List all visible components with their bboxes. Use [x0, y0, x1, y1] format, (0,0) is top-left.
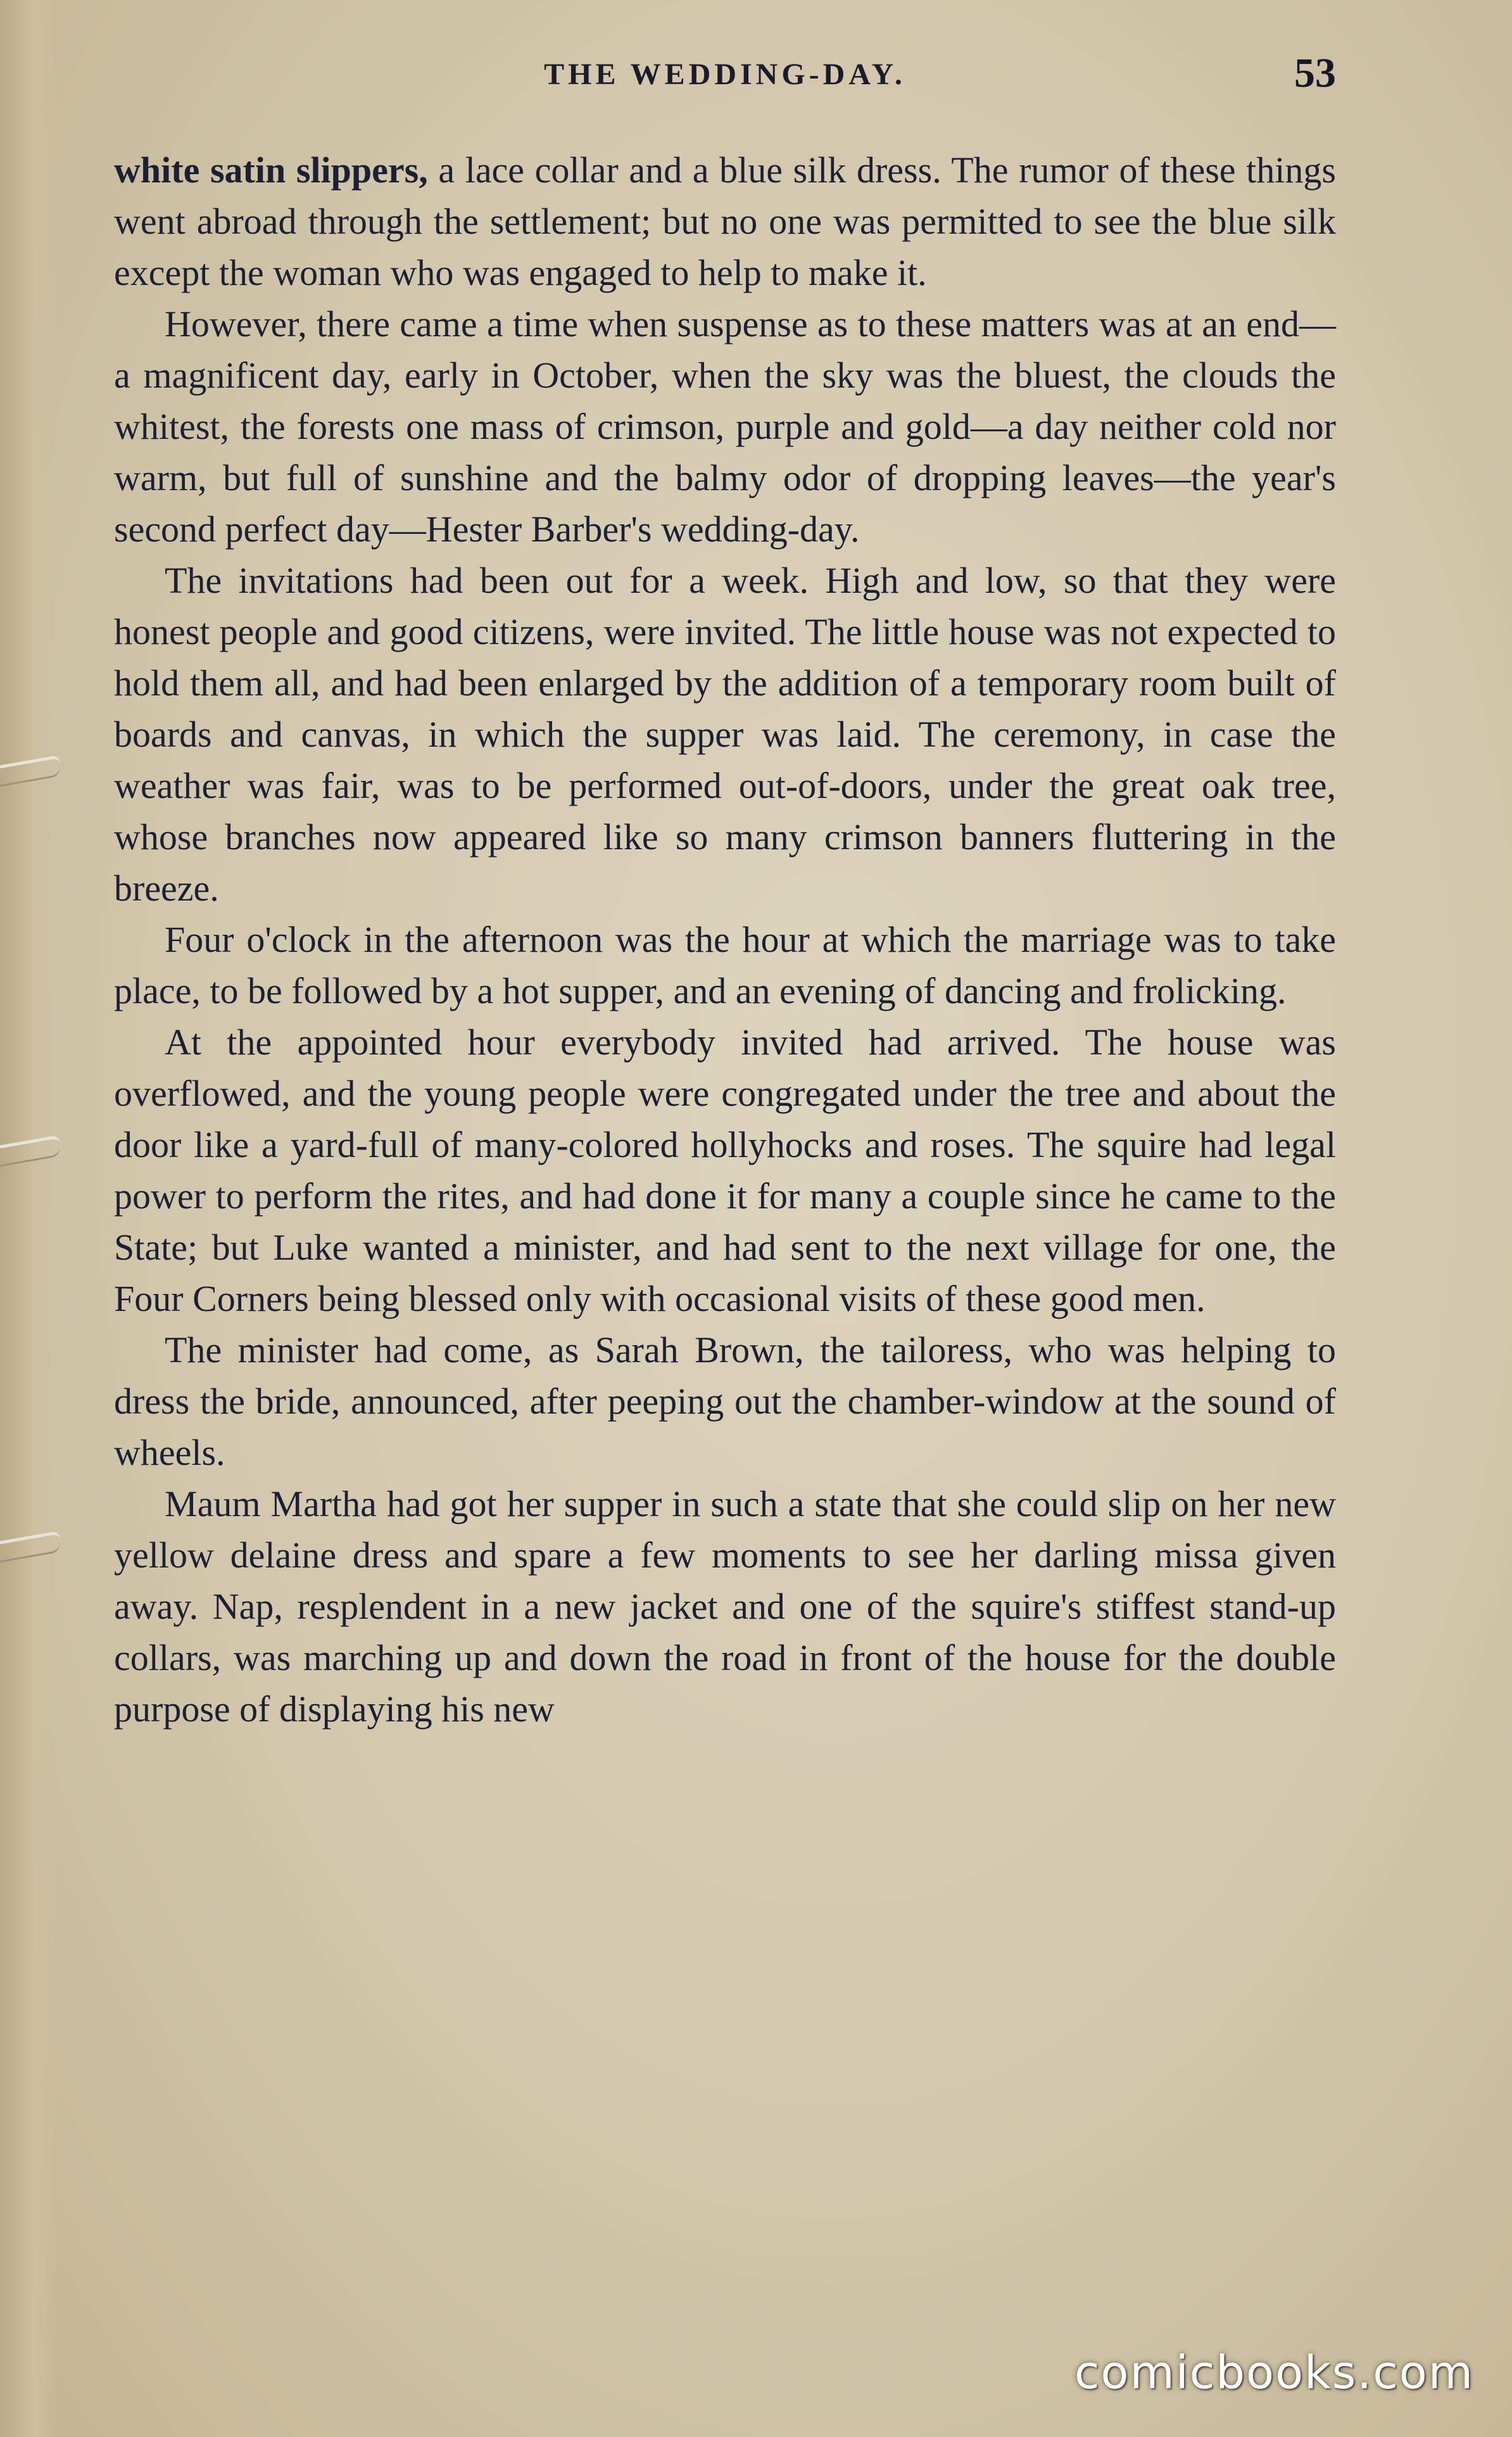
page-number: 53	[1294, 50, 1336, 96]
running-head: THE WEDDING-DAY.	[544, 58, 906, 91]
paragraph-6	[114, 1324, 1336, 1478]
paragraph-text: At the appointed hour everybody invited had arrived. The house was overflowed, and the young people were congregated under the tree and about the door like a yard-full of many-colored hollyhocks and roses. The squire had legal power to perform the rites, and had done it for many a couple since he came to the State; but Luke wanted a minister, and had sent to the next village for one, the Four Corners being blessed only with occasional visits of these good men.	[114, 1022, 1336, 1319]
site-watermark: comicbooks.com	[1074, 2346, 1474, 2399]
paragraph-1	[114, 144, 1336, 298]
paragraph-text: The invitations had been out for a week. High and low, so that they were honest people and good citizens, were invited. The little house was not expected to hold them all, and had been enlarged by the addition of a temporary room built of boards and canvas, in which the supper was laid. The ceremony, in case the weather was fair, was to be performed out-of-doors, under the great oak tree, whose branches now appeared like so many crimson banners fluttering in the breeze.	[114, 560, 1336, 909]
page-edge-shadow	[0, 0, 57, 2437]
page-header	[114, 44, 1336, 114]
paragraph-text: a lace collar and a blue silk dress. The rumor of these things went abroad through the settlement; but no one was permitted to see the blue silk except the woman who was engaged to help to make it.	[114, 149, 1336, 293]
paragraph-5	[114, 1016, 1336, 1324]
paragraph-text: However, there came a time when suspense as to these matters was at an end—a magnificent day, early in October, when the sky was the bluest, the clouds the whitest, the forests one mass of crimson, purple and gold—a day neither cold nor warm, but full of sunshine and the balmy odor of dropping leaves—the year's second perfect day—Hester Barber's wedding-day.	[114, 303, 1336, 550]
paragraph-7	[114, 1478, 1336, 1735]
body-text	[114, 144, 1336, 1735]
paragraph-text: Maum Martha had got her supper in such a state that she could slip on her new yellow delaine dress and spare a few moments to see her darling missa given away. Nap, resplendent in a new jacket and one of the squire's stiffest stand-up collars, was marching up and down the road in front of the house for the double purpose of displaying his new	[114, 1483, 1336, 1730]
paragraph-text: The minister had come, as Sarah Brown, the tailoress, who was helping to dress the bride, announced, after peeping out the chamber-window at the sound of wheels.	[114, 1329, 1336, 1473]
paragraph-lead: white satin slippers,	[114, 149, 428, 191]
paragraph-4	[114, 914, 1336, 1016]
paragraph-2	[114, 298, 1336, 555]
paragraph-text: Four o'clock in the afternoon was the hour at which the marriage was to take place, to be followed by a hot supper, and an evening of dancing and frolicking.	[114, 919, 1336, 1011]
paragraph-3	[114, 555, 1336, 914]
